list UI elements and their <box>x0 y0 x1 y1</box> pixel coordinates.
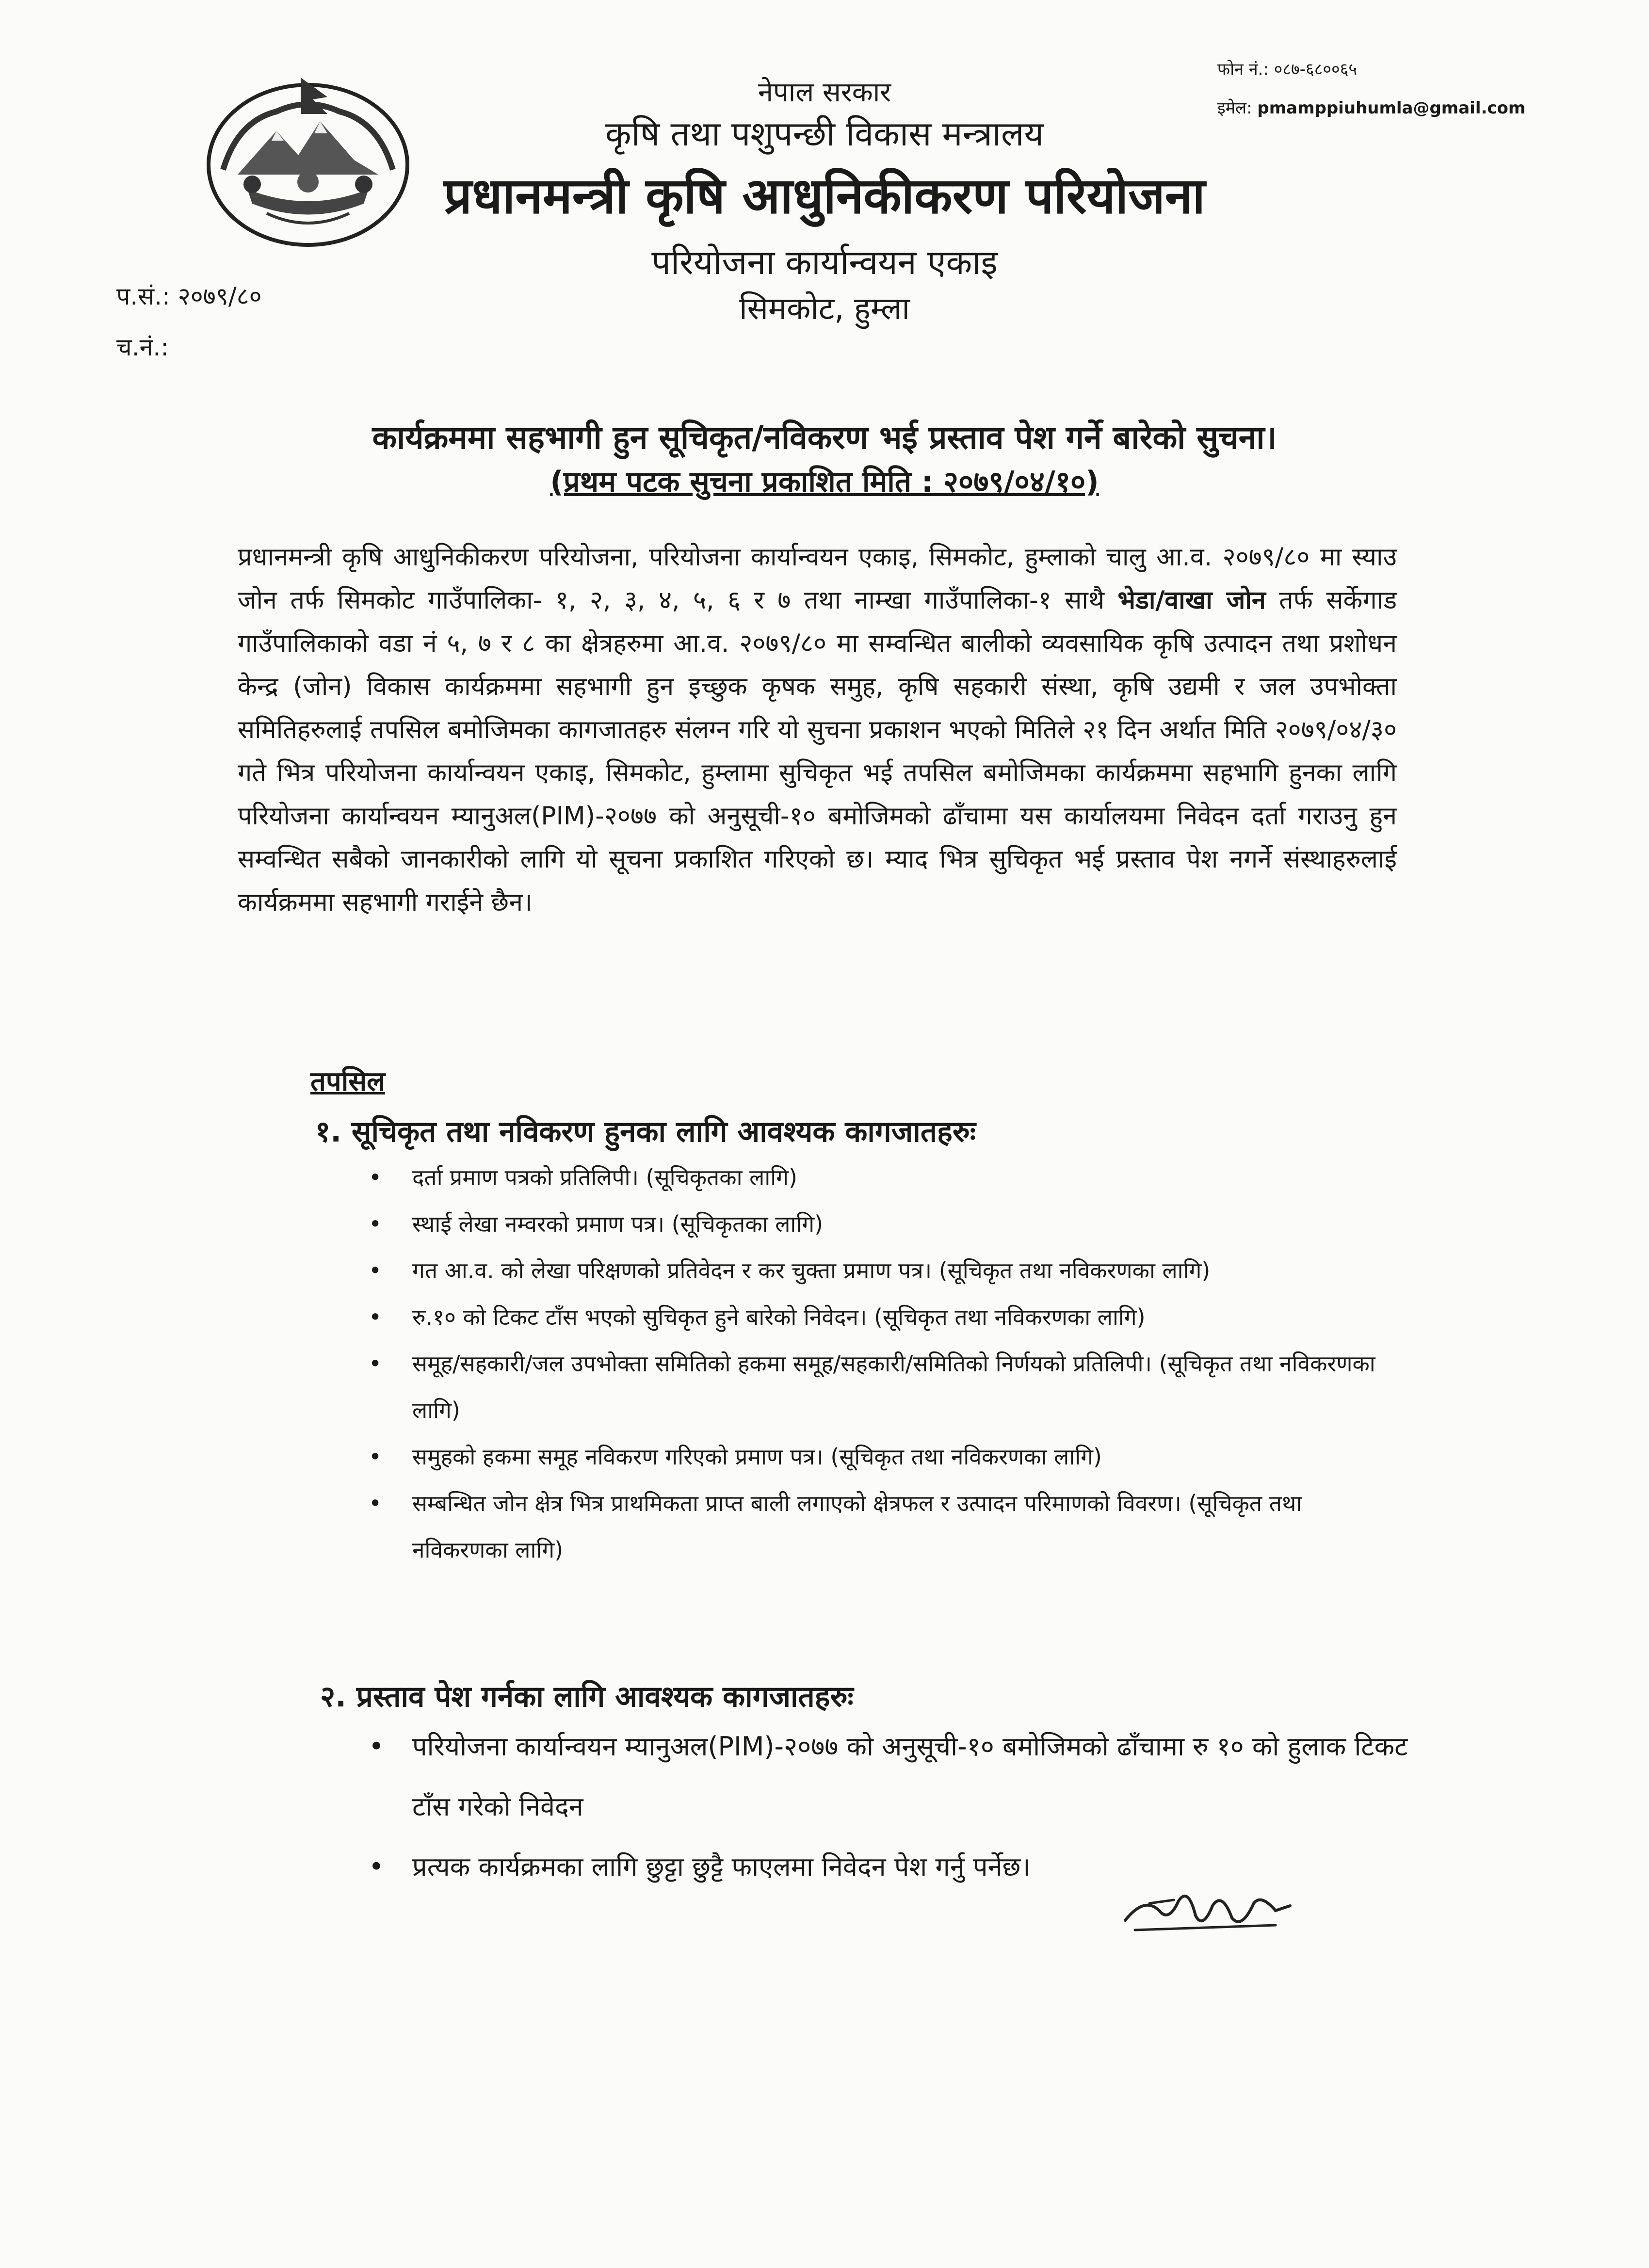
section1-heading: १. सूचिकृत तथा नविकरण हुनका लागि आवश्यक कागजातहरुः <box>315 1115 976 1149</box>
list-item: • दर्ता प्रमाण पत्रको प्रतिलिपी। (सूचिकृतका लागि) <box>369 1154 1387 1201</box>
email-label: इमेल: <box>1217 98 1252 118</box>
government-name: नेपाल सरकार <box>758 77 891 108</box>
implementation-unit: परियोजना कार्यान्वयन एकाइ <box>651 242 998 282</box>
body-text-part2: तर्फ सर्केगाड गाउँपालिकाको वडा नं ५, ७ र ८ का क्षेत्रहरुमा आ.व. २०७९/८० मा सम्वन्धित बालीको व्यवसायिक कृषि उत्पादन तथा प्रशोधन केन्द्र (जोन) विकास कार्यक्रममा सहभागी हुन इच्छुक कृषक समुह, कृषि सहकारी संस्था, कृषि उद्यमी र जल उपभोक्ता समितिहरुलाई तपसिल बमोजिमका कागजातहरु संलग्न गरि यो सुचना प्रकाशन भएको मितिले २१ दिन अर्थात मिति २०७९/०४/३० गते भित्र परियोजना कार्यान्वयन एकाइ, सिमकोट, हुम्लामा सुचिकृत भई तपसिल बमोजिमका कार्यक्रममा सहभागि हुनका लागि परियोजना कार्यान्वयन म्यानुअल(PIM)-२०७७ को अनुसूची-१० बमोजिमको ढाँचामा यस कार्यालयमा निवेदन दर्ता गराउनु हुन सम्वन्धित सबैको जानकारीको लागि यो सूचना प्रकाशित गरिएको छ। म्याद भित्र सुचिकृत भई प्रस्ताव पेश नगर्ने संस्थाहरुलाई कार्यक्रममा सहभागी गराईने छैन। <box>238 586 1397 917</box>
dispatch-number: च.नं.: <box>116 333 169 361</box>
tapasil-heading: तपसिल <box>310 1066 386 1097</box>
section1-list <box>369 1154 1387 1573</box>
first-published-date: (प्रथम पटक सुचना प्रकाशित मिति : २०७९/०४/१०) <box>550 465 1099 499</box>
email-line <box>1217 96 1525 118</box>
notice-title: कार्यक्रममा सहभागी हुन सूचिकृत/नविकरण भई प्रस्ताव पेश गर्ने बारेको सुचना। <box>372 419 1277 456</box>
list-item: • स्थाई लेखा नम्वरको प्रमाण पत्र। (सूचिकृतका लागि) <box>369 1201 1387 1247</box>
signature-icon <box>1116 1877 1300 1949</box>
list-item: • रु.१० को टिकट टाँस भएको सुचिकृत हुने बारेको निवेदन। (सूचिकृत तथा नविकरणका लागि) <box>369 1294 1387 1340</box>
list-item: • समूह/सहकारी/जल उपभोक्ता समितिको हकमा समूह/सहकारी/समितिको निर्णयको प्रतिलिपी। (सूचिकृत तथा नविकरणका लागि) <box>369 1340 1387 1433</box>
section2-list <box>369 1717 1411 1897</box>
body-text-bold: भेडा/वाखा जोन <box>1117 586 1266 615</box>
office-location: सिमकोट, हुम्ला <box>739 291 910 327</box>
list-item: • सम्बन्धित जोन क्षेत्र भित्र प्राथमिकता प्राप्त बाली लगाएको क्षेत्रफल र उत्पादन परिमाणको विवरण। (सूचिकृत तथा नविकरणका लागि) <box>369 1480 1387 1573</box>
letter-number: प.सं.: २०७९/८० <box>116 282 262 310</box>
phone-line <box>1217 57 1357 80</box>
email-address: pmamppiuhumla@gmail.com <box>1257 98 1526 118</box>
phone-number: ०८७-६८००६५ <box>1274 60 1358 79</box>
list-item: • परियोजना कार्यान्वयन म्यानुअल(PIM)-२०७७ को अनुसूची-१० बमोजिमको ढाँचामा रु १० को हुलाक टिकट टाँस गरेको निवेदन <box>369 1717 1411 1837</box>
list-item: • समुहको हकमा समूह नविकरण गरिएको प्रमाण पत्र। (सूचिकृत तथा नविकरणका लागि) <box>369 1433 1387 1480</box>
list-item: • प्रत्यक कार्यक्रमका लागि छुट्टा छुट्टै फाएलमा निवेदन पेश गर्नु पर्नेछ। <box>369 1837 1411 1897</box>
section2-heading: २. प्रस्ताव पेश गर्नका लागि आवश्यक कागजातहरुः <box>320 1680 854 1714</box>
project-name: प्रधानमन्त्री कृषि आधुनिकीकरण परियोजना <box>444 167 1205 225</box>
body-text-part1: प्रधानमन्त्री कृषि आधुनिकीकरण परियोजना, परियोजना कार्यान्वयन एकाइ, सिमकोट, हुम्लाको चालु आ.व. २०७९/८० मा स्याउ जोन तर्फ सिमकोट गाउँपालिका- १, २, ३, ४, ५, ६ र ७ तथा नाम्खा गाउँपालिका-१ साथै <box>238 543 1397 615</box>
notice-body <box>238 536 1397 924</box>
ministry-name: कृषि तथा पशुपन्छी विकास मन्त्रालय <box>605 114 1044 154</box>
list-item: • गत आ.व. को लेखा परिक्षणको प्रतिवेदन र कर चुक्ता प्रमाण पत्र। (सूचिकृत तथा नविकरणका लागि) <box>369 1247 1387 1294</box>
phone-label: फोन नं.: <box>1217 60 1269 79</box>
